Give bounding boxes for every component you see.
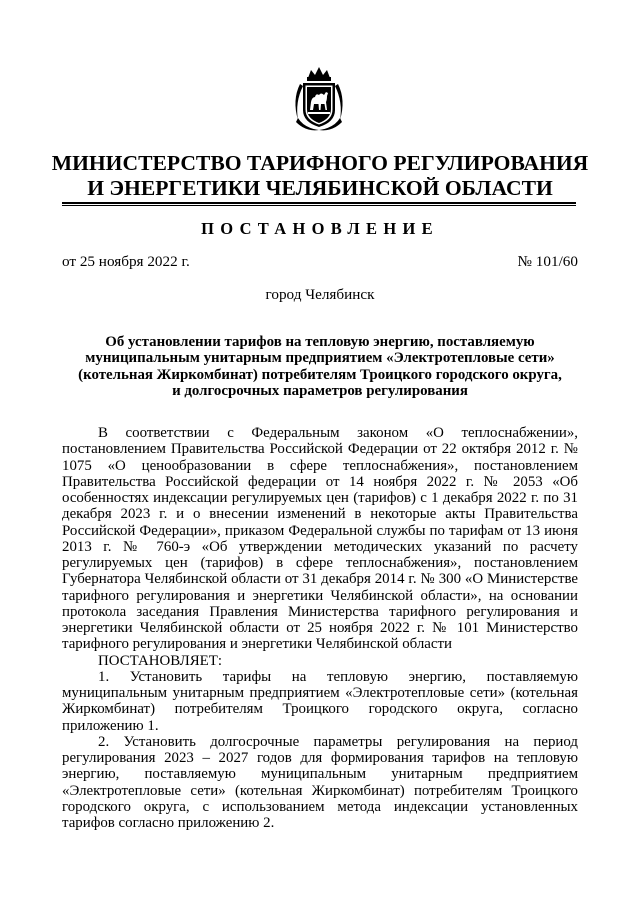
resolve-heading: ПОСТАНОВЛЯЕТ: [98, 652, 222, 669]
document-city: город Челябинск [265, 286, 375, 303]
document-date: от 25 ноября 2022 г. [62, 253, 190, 270]
subject-line: муниципальным унитарным предприятием «Электротепловые сети» [85, 350, 555, 367]
coat-of-arms-emblem [286, 64, 352, 136]
document-body [62, 425, 578, 831]
preamble-paragraph: В соответствии с Федеральным законом «О теплоснабжении», постановлением Правительства Российской Федерации от 22 октября 2012 г. № 1075 «О ценообразовании в сфере теплоснабжения», постановлением Правительства Российской федерации от 14 ноября 2022 г. № 2053 «Об особенностях индексации регулируемых цен (тарифов) с 1 декабря 2022 г. по 31 декабря 2023 г. и о внесении изменений в некоторые акты Правительства Российской Федерации», приказом Федеральной службы по тарифам от 13 июня 2013 г. № 760-э «Об утверждении методических указаний по расчету регулируемых цен (тарифов) в сфере теплоснабжения», постановлением Губернатора Челябинской области от 31 декабря 2014 г. № 300 «О Министерстве тарифного регулирования и энергетики Челябинской области», на основании протокола заседания Правления Министерства тарифного регулирования и энергетики Челябинской области от 25 ноября 2022 г. № 101 Министерство тарифного регулирования и энергетики Челябинской области [62, 425, 578, 653]
subject-line: (котельная Жиркомбинат) потребителям Троицкого городского округа, [78, 366, 562, 383]
clause-1-paragraph: 1. Установить тарифы на тепловую энергию, поставляемую муниципальным унитарным предприятием «Электротепловые сети» (котельная Жиркомбинат) потребителям Троицкого городского округа, согласно приложению 1. [62, 668, 578, 734]
clause-2-paragraph: 2. Установить долгосрочные параметры регулирования на период регулирования 2023 – 2027 годов для формирования тарифов на тепловую энергию, поставляемую муниципальным унитарным предприятием «Электротепловые сети» (котельная Жиркомбинат) потребителям Троицкого городского округа, с использованием метода индексации установленных тарифов согласно приложению 2. [62, 733, 578, 831]
ministry-line-1: МИНИСТЕРСТВО ТАРИФНОГО РЕГУЛИРОВАНИЯ [51, 151, 589, 175]
subject-line: Об установлении тарифов на тепловую энергию, поставляемую [105, 334, 535, 350]
document-number: № 101/60 [517, 253, 578, 270]
header-divider-thin [62, 205, 576, 206]
document-subject [62, 334, 578, 399]
ministry-line-2: И ЭНЕРГЕТИКИ ЧЕЛЯБИНСКОЙ ОБЛАСТИ [87, 175, 553, 200]
subject-line: и долгосрочных параметров регулирования [172, 382, 468, 399]
header-divider-thick [62, 202, 576, 204]
document-type-title: ПОСТАНОВЛЕНИЕ [201, 219, 439, 238]
ministry-name [40, 151, 600, 200]
